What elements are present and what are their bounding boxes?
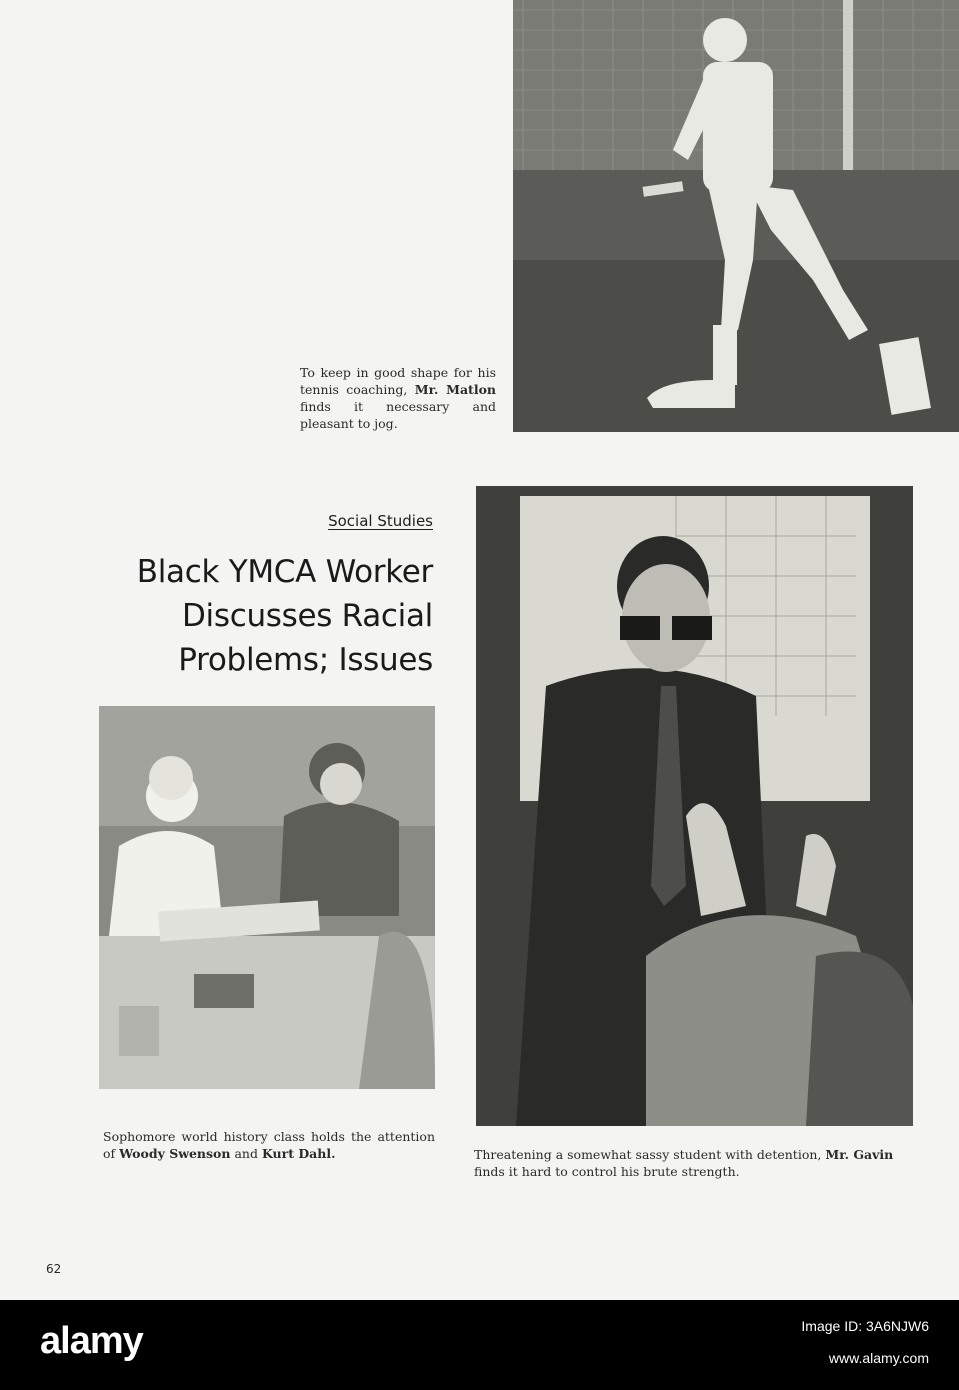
teacher-caption: Threatening a somewhat sassy student with detention, Mr. Gavin finds it hard to control his brute strength. xyxy=(474,1147,894,1179)
jogger-photo xyxy=(513,0,959,432)
teacher-photo xyxy=(476,486,913,1126)
page-number: 62 xyxy=(46,1262,62,1276)
image-id: Image ID: 3A6NJW6 xyxy=(801,1318,929,1334)
headline-line-2: Discusses Racial xyxy=(181,598,433,634)
classroom-photo xyxy=(99,706,435,1089)
section-label: Social Studies xyxy=(328,512,433,530)
site-url[interactable]: www.alamy.com xyxy=(828,1350,929,1366)
classroom-caption: Sophomore world history class holds the attention of Woody Swenson and Kurt Dahl. xyxy=(103,1129,435,1161)
headline-line-1: Black YMCA Worker xyxy=(136,554,433,590)
footer-bar xyxy=(0,1300,959,1390)
headline-line-3: Problems; Issues xyxy=(178,642,433,678)
brand-logo[interactable]: alamy xyxy=(40,1320,143,1362)
jogger-caption: To keep in good shape for his tennis coaching, Mr. Matlon finds it necessary and pleasant to jog. xyxy=(300,365,496,431)
headline xyxy=(33,550,433,682)
